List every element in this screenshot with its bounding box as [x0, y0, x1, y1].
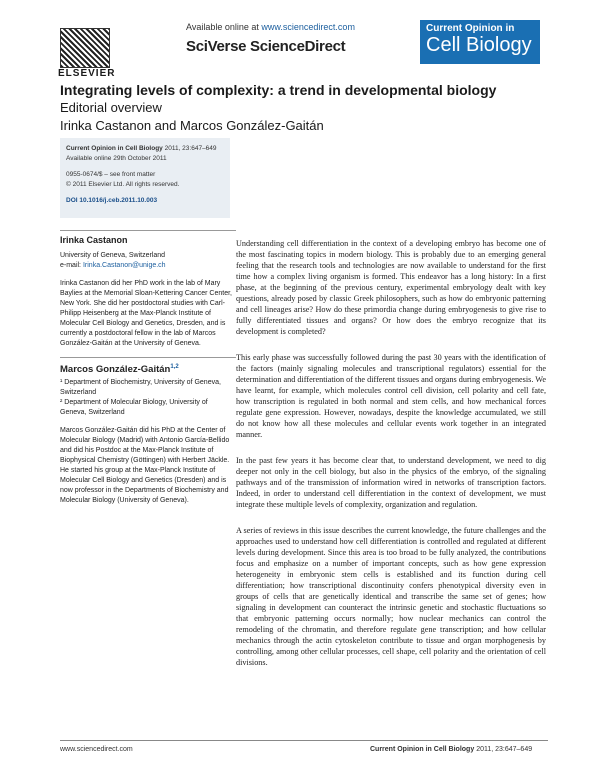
author1-affil-text: University of Geneva, Switzerland	[60, 252, 166, 259]
article-body	[236, 238, 546, 683]
author1-affiliation	[60, 251, 236, 271]
citation-rest: 2011, 23:647–649	[164, 145, 217, 152]
author2-affiliations	[60, 378, 236, 418]
article-authors: Irinka Castanon and Marcos González-Gaitán	[60, 118, 324, 133]
body-paragraph-2: This early phase was successfully followed during the past 30 years with the identification of the factors (mainly signaling molecules and transcriptional regulators) essential for the determination and differentiation of the different tissues and organs during embryogenesis. We have learnt, for example, which molecules control cell division, cell polarity and cell fate, how transcription is regulated in both normal and stem cells, and how mechanical forces regulate gene expression. However, nowadays, despite the knowledge accumulated, we still do not know how all these molecules and cellular events work together in an integrated manner.	[236, 353, 546, 439]
author1-name: Irinka Castanon	[60, 230, 236, 245]
footer-citation-text: 2011, 23:647–649	[476, 746, 533, 753]
doi-link[interactable]: DOI 10.1016/j.ceb.2011.10.003	[66, 197, 158, 204]
journal-logo	[420, 20, 540, 64]
footer-journal: Current Opinion in Cell Biology	[370, 746, 475, 753]
author-sidebar	[60, 230, 236, 514]
journal-line2: Cell Biology	[426, 34, 532, 56]
author2-sup: 1,2	[170, 364, 179, 370]
citation-infobox	[60, 138, 230, 218]
platform-name: SciVerse ScienceDirect	[186, 38, 346, 55]
body-paragraph-4: A series of reviews in this issue describes the current knowledge, the future challenges and the approaches used to understand how cell differentiation is controlled and regulated at different levels during development. Since this area is too broad to be fully analyzed, the contributions focus and emphasize on a number of important concepts, such as how gene expression heterogeneity in embryonic stem cells is established and its function during cell differentiation; how transcriptional discontinuity confers phenotypical diversity even in groups of cells that are genetically identical and transcribe the same set of genes; how signaling in development can counteract the intrinsic genetic and stochastic fluctuations so that embryonic patterning occurs normally; how nuclear mechanics can control the remodeling of the chromatin, and therefore regulate gene transcription; and how cellular mechanics through the actin cytoskeleton contribute to tissue and organ morphogenesis by controlling, among other cellular processes, cell shape, cell polarity and the orientation of cell divisions.	[236, 526, 546, 667]
footer-citation	[370, 746, 532, 753]
copyright: © 2011 Elsevier Ltd. All rights reserved.	[66, 181, 180, 188]
article-title: Integrating levels of complexity: a trend in developmental biology	[60, 82, 497, 98]
available-prefix: Available online at	[186, 22, 259, 32]
author2-affil2: ² Department of Molecular Biology, University of Geneva, Switzerland	[60, 399, 208, 417]
author2-bio: Marcos González-Gaitán did his PhD at the Center of Molecular Biology (Madrid) with Antonio García-Bellido and did his Postdoc at the Max-Planck Institute of Biophysical Chemistry (Göttingen) with Herbert Jäckle. He started his group at the Max-Planck Institute of Molecular Cell Biology and Genetics (Dresden) and is now professor in the Departments of Biochemistry and Molecular Biology (University of Geneva).	[60, 427, 230, 505]
footer-url[interactable]: www.sciencedirect.com	[60, 746, 133, 753]
author2-affil1: ¹ Department of Biochemistry, University of Geneva, Switzerland	[60, 379, 221, 397]
citation-journal: Current Opinion in Cell Biology	[66, 145, 163, 152]
elsevier-logo-icon	[60, 28, 110, 68]
author2-heading	[60, 357, 236, 375]
issn: 0955-0674/$ – see front matter	[66, 171, 156, 178]
sciencedirect-link[interactable]: www.sciencedirect.com	[261, 22, 355, 32]
author2-name: Marcos González-Gaitán	[60, 364, 171, 376]
author1-email-link[interactable]: Irinka.Castanon@unige.ch	[82, 262, 166, 269]
body-paragraph-3: In the past few years it has become clear that, to understand development, we need to dig deeper not only in the cell biology, but also in the physics of the embryo, of the signaling pathways and of the transmission of information wired in networks of transcription factors. Indeed, in order to understand cell differentiation in the context of development, we must integrate these multiple levels of complexity, organization and regulation.	[236, 456, 546, 509]
publisher-name: ELSEVIER	[58, 68, 116, 79]
journal-line1: Current Opinion in	[426, 23, 515, 34]
available-date: Available online 29th October 2011	[66, 155, 167, 162]
citation-line	[66, 144, 224, 154]
email-label: e-mail:	[60, 262, 82, 269]
author1-bio: Irinka Castanon did her PhD work in the lab of Mary Baylies at the Memorial Sloan-Kettering Cancer Center, New York. She did her postdoctoral studies with Carl-Philipp Heisenberg at the Max-Planck Institute of Molecular Cell Biology and Genetics, Dresden, and is currently a postdoctoral fellow in the lab of Marcos González-Gaitán at the University of Geneva.	[60, 280, 232, 347]
availability-line	[186, 22, 355, 32]
body-paragraph-1: Understanding cell differentiation in the context of a developing embryo has become one of the most fascinating topics in modern biology. This is probably due to an emerging general feeling that the research tools and technologies are now available to understand for the first time how a complex living organism is formed. This endeavor has a long history: In a first phase, at the beginning of the previous century, experimental embryology dealt with key questions, already posed by classic Greek philosophers, such as how do embryonic patterning and cell lineages arise? How do these primordia change during embryogenesis to give rise to fully differentiated tissues and organs? Or how does the embryo recognize that its development is completed?	[236, 239, 546, 336]
article-type: Editorial overview	[60, 100, 162, 115]
footer-divider	[60, 740, 548, 741]
author1-email-line	[60, 262, 166, 269]
